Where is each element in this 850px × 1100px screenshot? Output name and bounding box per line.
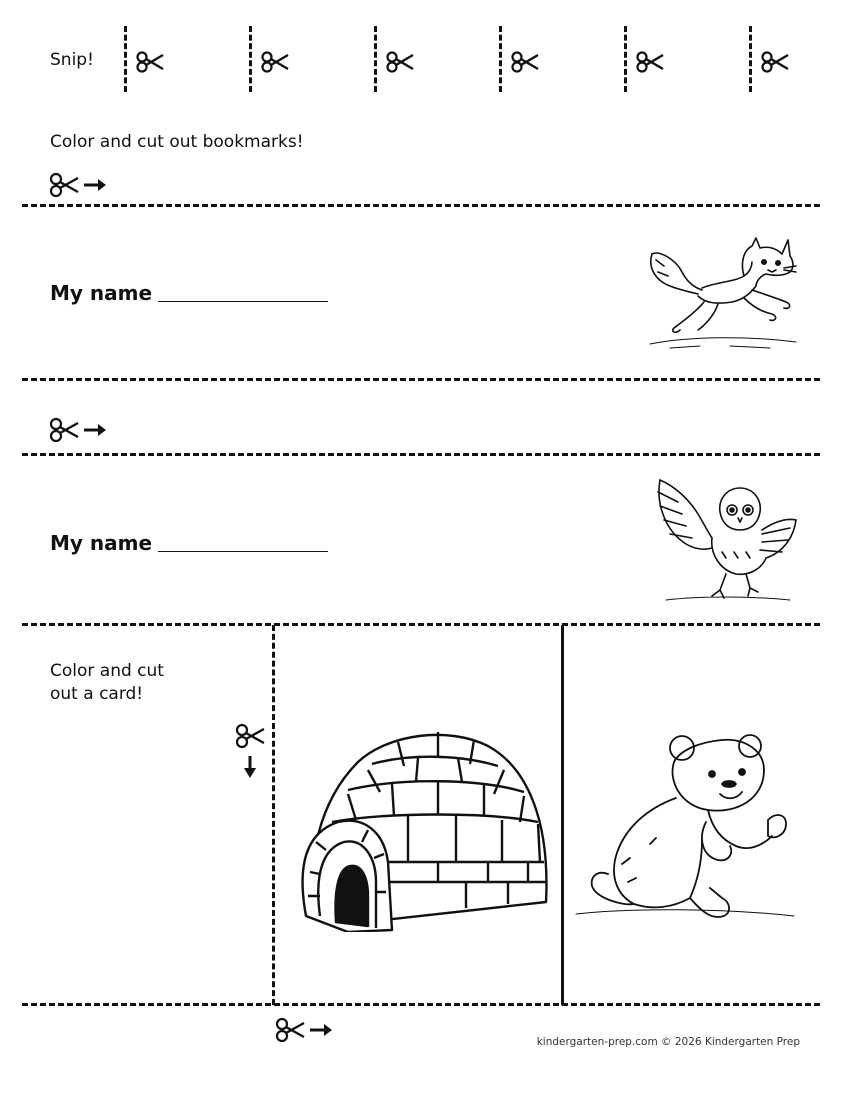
scissors-icon [136,50,166,74]
scissors-arrow-icon [48,172,108,198]
scissors-icon [636,50,666,74]
name-field-row [50,281,328,305]
name-line[interactable] [158,285,328,302]
name-label: My name [50,281,153,305]
name-field-row [50,531,328,555]
scissors-icon [761,50,791,74]
scissors-icon [386,50,416,74]
snip-strip [749,26,799,92]
snip-strip [374,26,424,92]
igloo-illustration [288,712,553,932]
cut-line [22,204,820,207]
card-heading: Color and cut out a card! [50,661,164,704]
cut-line [22,453,820,456]
snip-strip [124,26,174,92]
snip-strip [624,26,674,92]
bear-illustration [572,728,797,923]
scissors-icon [261,50,291,74]
fox-illustration [640,232,800,352]
snip-strip [249,26,299,92]
bookmarks-heading: Color and cut out bookmarks! [50,132,304,152]
cut-line [22,1003,820,1006]
snip-strip [499,26,549,92]
scissors-arrow-icon [48,417,108,443]
card-divider [561,625,564,1005]
name-label: My name [50,531,153,555]
scissors-icon [511,50,541,74]
cut-line [22,378,820,381]
scissors-arrow-icon [274,1017,334,1043]
name-line[interactable] [158,535,328,552]
card-fold-line [272,625,275,1005]
scissors-down-arrow-icon [234,722,266,780]
cut-line [22,623,820,626]
footer-copyright: kindergarten-prep.com © 2026 Kindergarten Prep [536,1036,800,1048]
owl-illustration [650,472,800,607]
snip-label: Snip! [50,50,94,70]
